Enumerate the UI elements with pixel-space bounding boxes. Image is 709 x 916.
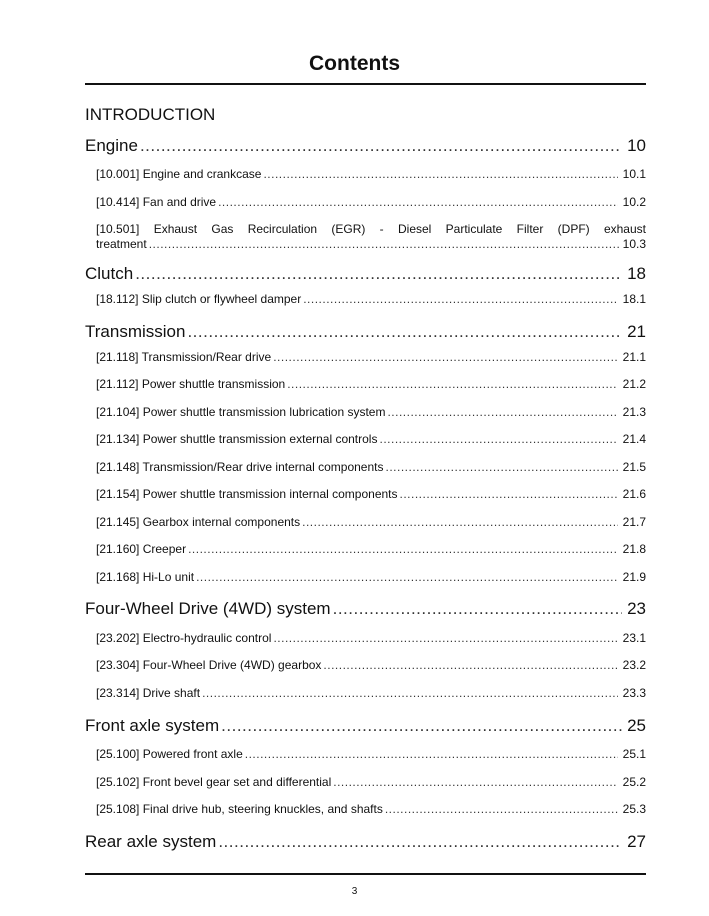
leader-dots xyxy=(385,460,618,474)
entry-label: [21.104] Power shuttle transmission lubrication system xyxy=(96,405,386,419)
leader-dots xyxy=(400,487,619,501)
entry-page: 21.3 xyxy=(622,405,646,419)
section-label: Engine xyxy=(85,136,138,155)
entry-label: [23.304] Four-Wheel Drive (4WD) gearbox xyxy=(96,658,322,672)
entry-label: [10.001] Engine and crankcase xyxy=(96,167,262,181)
section-page: 18 xyxy=(627,264,646,283)
toc-introduction[interactable]: INTRODUCTION xyxy=(85,105,216,124)
entry-label: [21.154] Power shuttle transmission internal components xyxy=(96,487,398,501)
leader-dots xyxy=(218,195,618,209)
leader-dots xyxy=(263,167,618,181)
entry-page: 21.8 xyxy=(622,542,646,556)
toc-section-rear-axle[interactable] xyxy=(85,832,646,852)
toc-entry[interactable] xyxy=(96,195,646,209)
entry-label-line2: treatment xyxy=(96,237,147,251)
toc-entry-wrapped[interactable] xyxy=(96,222,646,252)
toc-entry[interactable] xyxy=(96,658,646,672)
section-label: Rear axle system xyxy=(85,832,217,851)
leader-dots xyxy=(333,599,622,619)
section-label: Transmission xyxy=(85,322,186,341)
toc-entry[interactable] xyxy=(96,570,646,584)
leader-dots xyxy=(323,658,618,672)
entry-page: 21.7 xyxy=(622,515,646,529)
entry-label: [21.160] Creeper xyxy=(96,542,187,556)
toc-entry[interactable] xyxy=(96,377,646,391)
toc-section-engine[interactable] xyxy=(85,136,646,156)
entry-label: [21.145] Gearbox internal components xyxy=(96,515,301,529)
entry-page: 21.1 xyxy=(622,350,646,364)
leader-dots xyxy=(287,377,618,391)
leader-dots xyxy=(333,775,618,789)
entry-page: 23.3 xyxy=(622,686,646,700)
toc-entry[interactable] xyxy=(96,515,646,529)
leader-dots xyxy=(135,264,622,284)
section-label: Front axle system xyxy=(85,716,220,735)
leader-dots xyxy=(385,802,618,816)
toc-entry[interactable] xyxy=(96,542,646,556)
toc-entry[interactable] xyxy=(96,487,646,501)
toc-section-transmission[interactable] xyxy=(85,322,646,342)
entry-label: [10.414] Fan and drive xyxy=(96,195,217,209)
entry-label: [21.112] Power shuttle transmission xyxy=(96,377,286,391)
entry-label: [25.102] Front bevel gear set and differential xyxy=(96,775,332,789)
entry-label-line1: [10.501] Exhaust Gas Recirculation (EGR) - Diesel Particulate Filter (DPF) exhaust xyxy=(96,222,646,236)
entry-label: [21.148] Transmission/Rear drive internal components xyxy=(96,460,384,474)
entry-page: 10.3 xyxy=(622,237,646,251)
leader-dots xyxy=(188,542,618,556)
entry-page: 25.3 xyxy=(622,802,646,816)
entry-line2 xyxy=(96,237,646,252)
entry-page: 10.1 xyxy=(622,167,646,181)
section-page: 27 xyxy=(627,832,646,851)
entry-label: [21.118] Transmission/Rear drive xyxy=(96,350,272,364)
page-number: 3 xyxy=(351,886,358,897)
entry-page: 21.6 xyxy=(622,487,646,501)
section-page: 21 xyxy=(627,322,646,341)
entry-label: [25.100] Powered front axle xyxy=(96,747,243,761)
section-page: 23 xyxy=(627,599,646,618)
leader-dots xyxy=(273,631,618,645)
toc-entry[interactable] xyxy=(96,167,646,181)
leader-dots xyxy=(187,322,622,342)
leader-dots xyxy=(387,405,618,419)
leader-dots xyxy=(379,432,618,446)
toc-entry[interactable] xyxy=(96,775,646,789)
entry-page: 18.1 xyxy=(622,292,646,306)
entry-page: 21.9 xyxy=(622,570,646,584)
bottom-rule xyxy=(85,873,646,875)
leader-dots xyxy=(140,136,622,156)
top-rule xyxy=(85,83,646,85)
entry-page: 25.1 xyxy=(622,747,646,761)
section-page: 10 xyxy=(627,136,646,155)
leader-dots xyxy=(221,716,622,736)
section-page: 25 xyxy=(627,716,646,735)
section-label: Clutch xyxy=(85,264,134,283)
toc-entry[interactable] xyxy=(96,802,646,816)
toc-entry[interactable] xyxy=(96,405,646,419)
toc-entry[interactable] xyxy=(96,350,646,364)
entry-page: 21.5 xyxy=(622,460,646,474)
leader-dots xyxy=(202,686,618,700)
entry-page: 21.2 xyxy=(622,377,646,391)
toc-entry[interactable] xyxy=(96,460,646,474)
section-label: Four-Wheel Drive (4WD) system xyxy=(85,599,331,618)
toc-section-front-axle[interactable] xyxy=(85,716,646,736)
toc-entry[interactable] xyxy=(96,292,646,306)
entry-page: 23.1 xyxy=(622,631,646,645)
entry-page: 25.2 xyxy=(622,775,646,789)
page-title: Contents xyxy=(309,52,400,75)
toc-entry[interactable] xyxy=(96,686,646,700)
toc-section-four-wheel-drive[interactable] xyxy=(85,599,646,619)
leader-dots xyxy=(245,747,618,761)
toc-entry[interactable] xyxy=(96,747,646,761)
entry-page: 21.4 xyxy=(622,432,646,446)
leader-dots xyxy=(218,832,622,852)
leader-dots xyxy=(149,237,621,252)
toc-entry[interactable] xyxy=(96,631,646,645)
entry-label: [25.108] Final drive hub, steering knuckles, and shafts xyxy=(96,802,383,816)
entry-label: [18.112] Slip clutch or flywheel damper xyxy=(96,292,302,306)
leader-dots xyxy=(196,570,618,584)
leader-dots xyxy=(273,350,618,364)
toc-section-clutch[interactable] xyxy=(85,264,646,284)
toc-entry[interactable] xyxy=(96,432,646,446)
entry-page: 10.2 xyxy=(622,195,646,209)
leader-dots xyxy=(302,515,618,529)
entry-label: [21.134] Power shuttle transmission external controls xyxy=(96,432,378,446)
entry-label: [23.314] Drive shaft xyxy=(96,686,201,700)
leader-dots xyxy=(303,292,618,306)
entry-label: [21.168] Hi-Lo unit xyxy=(96,570,195,584)
entry-label: [23.202] Electro-hydraulic control xyxy=(96,631,272,645)
entry-page: 23.2 xyxy=(622,658,646,672)
